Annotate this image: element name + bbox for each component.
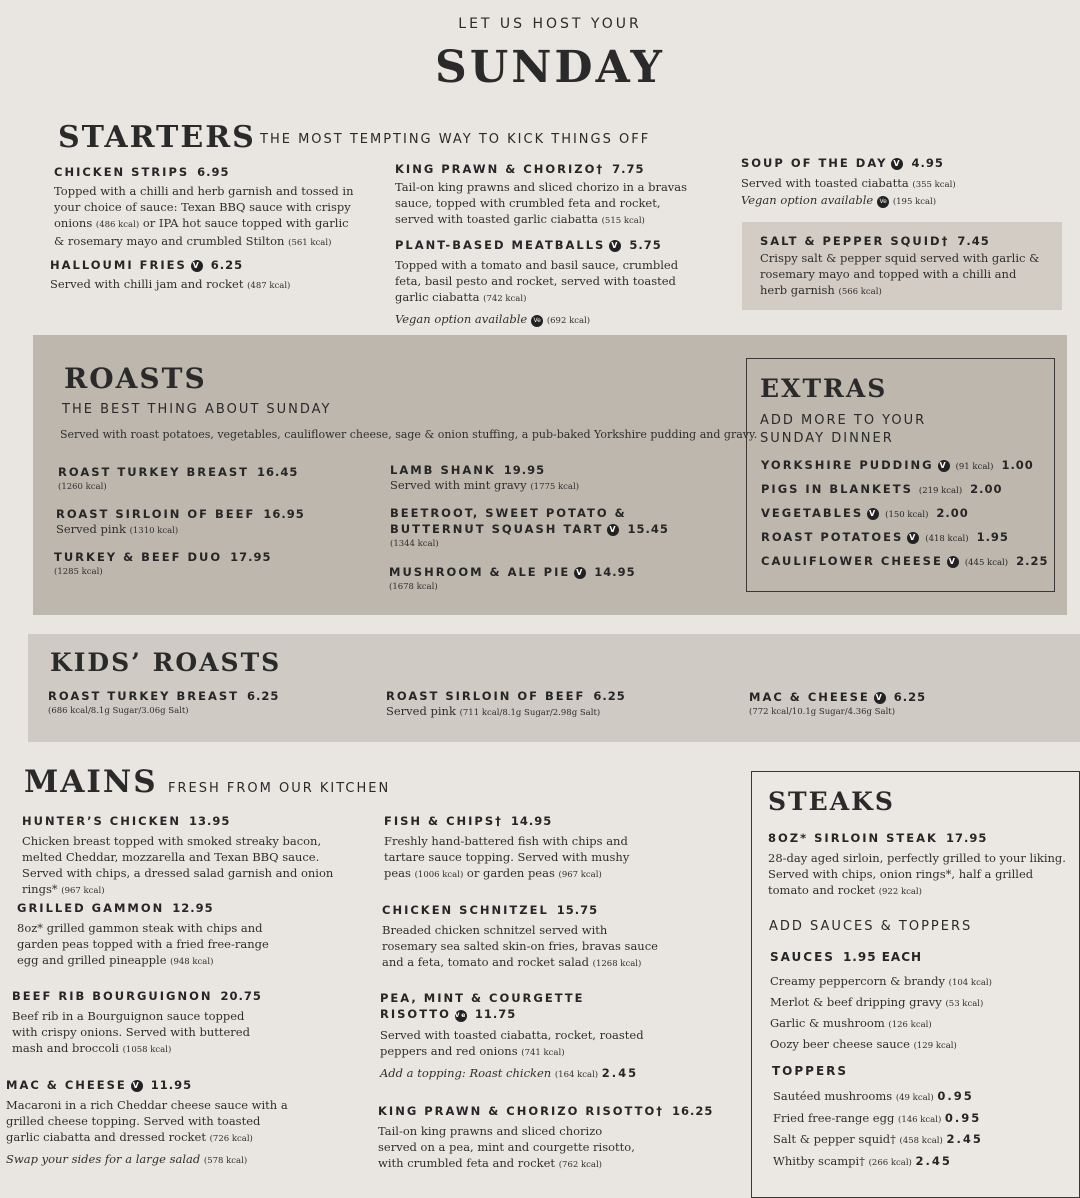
vegan-option-note: Vegan option available Ve (195 kcal) [741, 193, 937, 207]
starter-soup [741, 156, 1041, 208]
extra-item: PIGS IN BLANKETS (219 kcal) 2.00 [761, 482, 1003, 496]
topper-item: Whitby scampi† (266 kcal) 2.45 [773, 1153, 952, 1168]
item-desc: Crispy salt & pepper squid served with garlic & rosemary mayo and topped with a chilli and herb garnish (566 kcal) [760, 251, 1040, 297]
extra-item: YORKSHIRE PUDDING V (91 kcal) 1.00 [761, 458, 1034, 472]
kids-title: KIDS’ ROASTS [50, 648, 282, 677]
roast-tart: BEETROOT, SWEET POTATO & BUTTERNUT SQUASH TART V 15.45 (1344 kcal) [390, 506, 669, 549]
roasts-intro: Served with roast potatoes, vegetables, cauliflower cheese, sage & onion stuffing, a pub-baked Yorkshire pudding and gravy. [60, 428, 758, 441]
vegetarian-icon: V [909, 533, 918, 542]
item-name: SOUP OF THE DAY V 4.95 [741, 156, 944, 170]
main-beef-rib: BEEF RIB BOURGUIGNON 20.75 Beef rib in a Bourguignon sauce topped with crispy onions. Served with buttered mash and broccoli (1058 kcal) [12, 989, 262, 1055]
topper-item: Sautéed mushrooms (49 kcal) 0.95 [773, 1089, 974, 1103]
item-desc: Topped with a tomato and basil sauce, crumbled feta, basil pesto and rocket, served with toasted garlic ciabatta (742 kcal) [395, 258, 679, 304]
page-title: SUNDAY [435, 42, 665, 93]
mains-tagline: FRESH FROM OUR KITCHEN [168, 781, 391, 796]
main-gammon: GRILLED GAMMON 12.95 8oz* grilled gammon steak with chips and garden peas topped with a fried free-range egg and grilled pineapple (948 kcal) [17, 901, 269, 967]
mains-title: MAINS [24, 764, 158, 800]
roast-sirloin: ROAST SIRLOIN OF BEEF 16.95 Served pink (1310 kcal) [56, 507, 305, 536]
extra-item: ROAST POTATOES V (418 kcal) 1.95 [761, 530, 1009, 544]
starters-title: STARTERS [58, 120, 256, 155]
vegetarian-icon: V [948, 557, 957, 566]
main-hunters: HUNTER’S CHICKEN 13.95 Chicken breast topped with smoked streaky bacon, melted Cheddar, mozzarella and Texan BBQ sauce. Served with chips, a dressed salad garnish and onion rings* (967 kcal) [22, 814, 334, 896]
vegetarian-icon: V [875, 693, 884, 702]
toppers-heading: TOPPERS [772, 1064, 849, 1078]
steaks-title: STEAKS [768, 787, 895, 816]
vegetarian-icon: V [192, 261, 201, 270]
vegetarian-icon: V [576, 568, 585, 577]
sauce-item: Oozy beer cheese sauce (129 kcal) [770, 1037, 957, 1051]
toppers-list [773, 1087, 983, 1173]
starter-king-prawn [395, 162, 695, 229]
starter-chicken-strips [54, 165, 354, 251]
vegan-icon: Ve [877, 196, 889, 208]
extras-list [761, 458, 1048, 578]
steak-sirloin: 8OZ* SIRLOIN STEAK 17.95 28-day aged sirloin, perfectly grilled to your liking. Served with chips, onion rings*, half a grilled tomato and rocket (922 kcal) [768, 831, 1066, 897]
starters-tagline: THE MOST TEMPTING WAY TO KICK THINGS OFF [260, 132, 651, 147]
main-schnitzel: CHICKEN SCHNITZEL 15.75 Breaded chicken schnitzel served with rosemary sea salted skin-on fries, bravas sauce and a feta, tomato and rocket salad (1268 kcal) [382, 903, 658, 969]
extra-item: CAULIFLOWER CHEESE V (445 kcal) 2.25 [761, 554, 1049, 568]
item-desc: Topped with a chilli and herb garnish and tossed in your choice of sauce: Texan BBQ sauce with crispy onions (486 kcal) or IPA hot sauce topped with garlic & rosemary mayo and crumbled Stilton (561 kcal) [54, 184, 354, 248]
vegetarian-icon: V [611, 241, 620, 250]
item-name: SALT & PEPPER SQUID† 7.45 [760, 234, 990, 248]
vegetarian-icon: V [869, 509, 878, 518]
item-name: CHICKEN STRIPS 6.95 [54, 165, 230, 179]
roasts-tagline: THE BEST THING ABOUT SUNDAY [62, 402, 332, 417]
topper-item: Fried free-range egg (146 kcal) 0.95 [773, 1110, 982, 1125]
vegetarian-icon: V [893, 159, 902, 168]
main-risotto: PEA, MINT & COURGETTE RISOTTO Ve 11.75 Served with toasted ciabatta, rocket, roasted peppers and red onions (741 kcal) Add a topping: Roast chicken (164 kcal) 2.45 [380, 991, 644, 1080]
vegan-icon: Ve [455, 1010, 467, 1022]
extra-item: VEGETABLES V (150 kcal) 2.00 [761, 506, 969, 520]
main-fish: FISH & CHIPS† 14.95 Freshly hand-battered fish with chips and tartare sauce topping. Served with mushy peas (1006 kcal) or garden peas (967 kcal) [384, 814, 630, 880]
item-name: HALLOUMI FRIES V 6.25 [50, 258, 244, 272]
sauce-item: Merlot & beef dripping gravy (53 kcal) [770, 995, 984, 1009]
roast-turkey: ROAST TURKEY BREAST 16.45 (1260 kcal) [58, 465, 299, 492]
vegetarian-icon: V [132, 1081, 141, 1090]
item-desc: Served with chilli jam and rocket (487 kcal) [50, 277, 291, 291]
starter-halloumi [50, 258, 350, 294]
vegetarian-icon: V [609, 525, 618, 534]
main-prawn-risotto: KING PRAWN & CHORIZO RISOTTO† 16.25 Tail-on king prawns and sliced chorizo served on a pea, mint and courgette risotto, with crumbled feta and rocket (762 kcal) [378, 1104, 714, 1170]
sauces-heading: SAUCES 1.95 EACH [770, 950, 923, 964]
roast-lamb: LAMB SHANK 19.95 Served with mint gravy (1775 kcal) [390, 463, 580, 492]
extras-tagline: ADD MORE TO YOUR SUNDAY DINNER [760, 413, 927, 446]
item-desc: Served with toasted ciabatta (355 kcal) [741, 176, 956, 190]
sauce-item: Creamy peppercorn & brandy (104 kcal) [770, 974, 992, 988]
extras-title: EXTRAS [760, 374, 888, 403]
vegan-option-note: Vegan option available Ve (692 kcal) [395, 312, 591, 326]
header-kicker: LET US HOST YOUR [458, 16, 642, 32]
item-name: KING PRAWN & CHORIZO† 7.75 [395, 162, 645, 176]
main-mac-cheese: MAC & CHEESE V 11.95 Macaroni in a rich Cheddar cheese sauce with a grilled cheese topping. Served with toasted garlic ciabatta and dressed rocket (726 kcal) Swap your sides for a large salad (578 kcal) [6, 1078, 288, 1166]
roast-pie: MUSHROOM & ALE PIE V 14.95 (1678 kcal) [389, 565, 636, 592]
sauces-list [770, 972, 992, 1056]
starter-meatballs [395, 238, 685, 327]
kids-sirloin: ROAST SIRLOIN OF BEEF 6.25 Served pink (711 kcal/8.1g Sugar/2.98g Salt) [386, 689, 626, 718]
kids-mac: MAC & CHEESE V 6.25 (772 kcal/10.1g Sugar/4.36g Salt) [749, 690, 927, 717]
vegetarian-icon: V [939, 461, 948, 470]
roast-duo: TURKEY & BEEF DUO 17.95 (1285 kcal) [54, 550, 272, 577]
sauce-item: Garlic & mushroom (126 kcal) [770, 1016, 932, 1030]
vegan-icon: Ve [531, 315, 543, 327]
add-sauces-heading: ADD SAUCES & TOPPERS [769, 919, 973, 934]
item-desc: Tail-on king prawns and sliced chorizo in a bravas sauce, topped with crumbled feta and rocket, served with toasted garlic ciabatta (515 kcal) [395, 180, 688, 226]
topper-item: Salt & pepper squid† (458 kcal) 2.45 [773, 1132, 983, 1146]
roasts-title: ROASTS [64, 362, 207, 395]
starter-squid-panel [742, 222, 1062, 310]
kids-turkey: ROAST TURKEY BREAST 6.25 (686 kcal/8.1g Sugar/3.06g Salt) [48, 689, 280, 716]
item-name: PLANT-BASED MEATBALLS V 5.75 [395, 238, 662, 252]
